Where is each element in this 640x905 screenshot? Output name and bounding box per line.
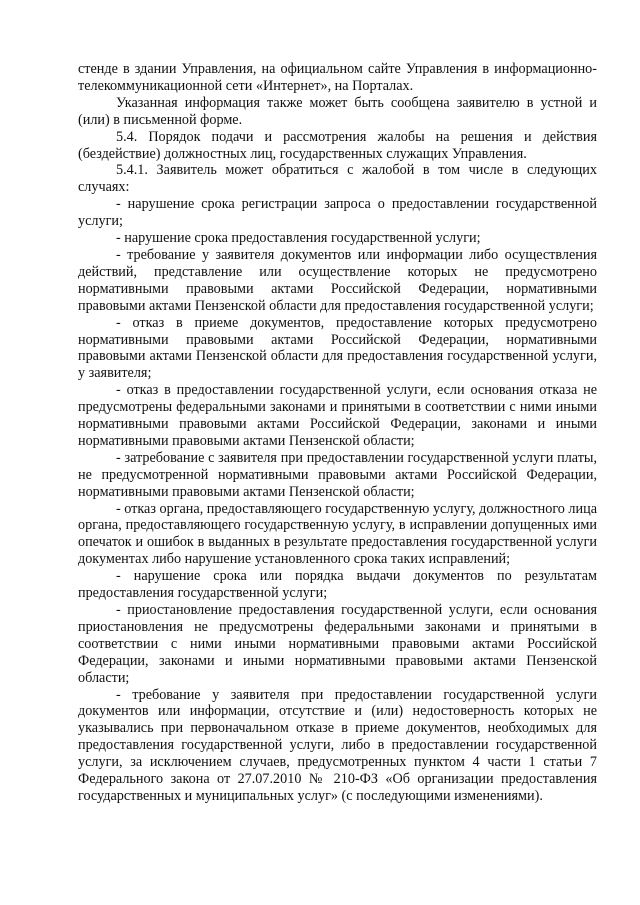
- list-item-fee-demand: - затребование с заявителя при предоставлении государственной услуги платы, не предусмотренной нормативными правовыми актами Российской Федерации, нормативными правовыми актами Пензенской области;: [78, 449, 597, 500]
- paragraph-section-5-4: 5.4. Порядок подачи и рассмотрения жалобы на решения и действия (бездействие) должностных лиц, государственных служащих Управления.: [78, 128, 597, 162]
- paragraph-continuation: стенде в здании Управления, на официальном сайте Управления в информационно-телекоммуникационной сети «Интернет», на Порталах.: [78, 61, 597, 94]
- list-item-suspension: - приостановление предоставления государственной услуги, если основания приостановления не предусмотрены федеральными законами и принятыми в соответствии с ними иными нормативными правовыми актами Российской Федерации, законами и иными нормативными правовыми актами Пензенской области;: [78, 602, 597, 686]
- list-item-refusal-service: - отказ в предоставлении государственной услуги, если основания отказа не предусмотрены федеральными законами и принятыми в соответствии с ними иными нормативными правовыми актами Российской Федерации, законами и иными нормативными правовыми актами Пензенской области;: [78, 382, 597, 449]
- list-item-registration-deadline: - нарушение срока регистрации запроса о предоставлении государственной услуги;: [78, 196, 597, 230]
- document-page: [78, 61, 597, 805]
- list-item-document-requirement: - требование у заявителя документов или информации либо осуществления действий, представление или осуществление которых не предусмотрено нормативными правовыми актами Российской Федерации, нормативными правовыми актами Пензенской области для предоставления государственной услуги;: [78, 246, 597, 314]
- list-item-service-deadline: - нарушение срока предоставления государственной услуги;: [116, 230, 481, 247]
- list-item-refusal-acceptance: - отказ в приеме документов, предоставление которых предусмотрено нормативными правовыми актами Российской Федерации, нормативными правовыми актами Пензенской области для предоставления государственной услуги, у заявителя;: [78, 314, 597, 382]
- list-item-issuance-violation: - нарушение срока или порядка выдачи документов по результатам предоставления государственной услуги;: [78, 568, 597, 602]
- list-item-extra-documents: - требование у заявителя при предоставлении государственной услуги документов или информации, отсутствие и (или) недостоверность которых не указывались при первоначальном отказе в приеме документов, необходимых для предоставления государственной услуги, либо в предоставлении государственной услуги, за исключением случаев, предусмотренных пунктом 4 части 1 статьи 7 Федерального закона от 27.07.2010 № 210-ФЗ «Об организации предоставления государственных и муниципальных услуг» (с последующими изменениями).: [78, 686, 597, 804]
- list-item-correction-refusal: - отказ органа, предоставляющего государственную услугу, должностного лица органа, предоставляющего государственную услугу, в исправлении допущенных ими опечаток и ошибок в выданных в результате предоставления государственной услуги документах либо нарушение установленного срока таких исправлений;: [78, 500, 597, 568]
- paragraph-info-oral-written: Указанная информация также может быть сообщена заявителю в устной и (или) в письменной форме.: [78, 94, 597, 128]
- paragraph-section-5-4-1: 5.4.1. Заявитель может обратиться с жалобой в том числе в следующих случаях:: [78, 162, 597, 196]
